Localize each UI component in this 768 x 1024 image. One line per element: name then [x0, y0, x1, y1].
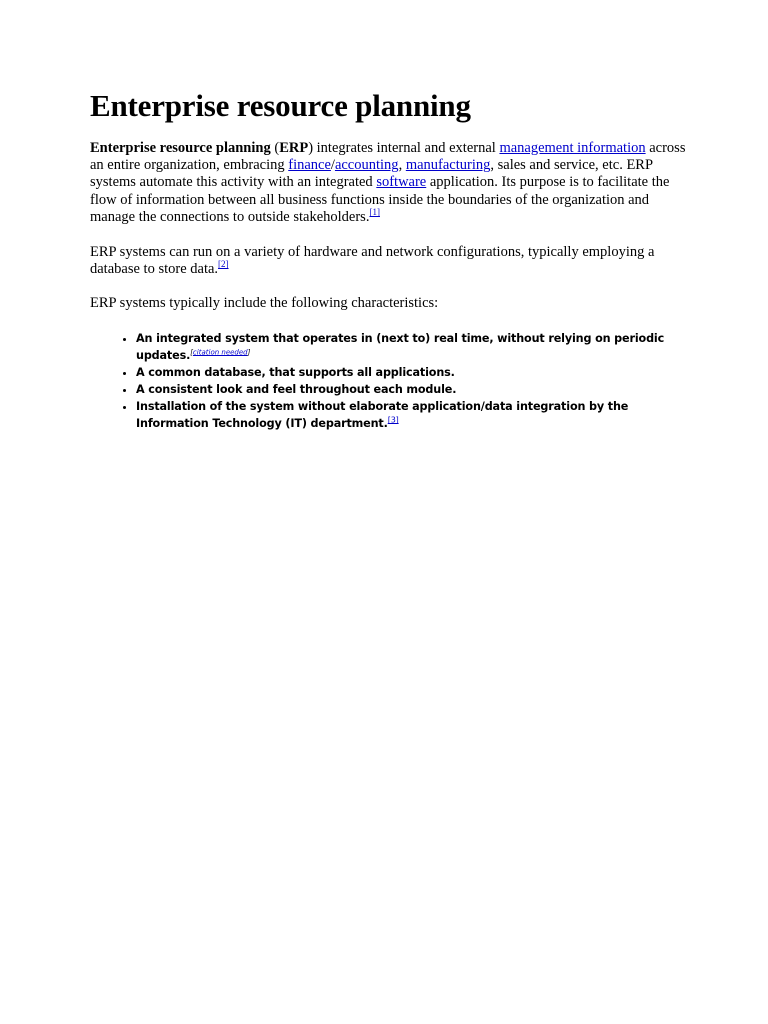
characteristics-intro: ERP systems typically include the following characteristics:	[90, 295, 439, 312]
link-management-information[interactable]: management information	[499, 139, 646, 156]
article	[90, 88, 690, 432]
text-d: application. Its purpose is to facilitate the flow of information between all business functions inside the boundaries of the organization and manage the connections to outside stakeholders.	[90, 174, 670, 226]
reference-3	[388, 415, 399, 424]
list-item-text: An integrated system that operates in (next to) real time, without relying on periodic updates.	[136, 331, 665, 362]
intro-paragraph	[90, 140, 690, 227]
list-item	[136, 330, 690, 364]
citation-needed	[190, 348, 250, 356]
link-manufacturing[interactable]: manufacturing	[405, 157, 491, 174]
term-bold: Enterprise resource planning	[90, 139, 271, 156]
list-item	[136, 398, 690, 432]
text-comma: ,	[398, 157, 406, 174]
abbr-bold: ERP	[279, 139, 309, 156]
list-item-text: A common database, that supports all applications.	[136, 365, 455, 379]
text-open-paren: (	[270, 139, 280, 156]
cite-close: ]	[247, 348, 251, 357]
reference-3-link[interactable]: [3]	[387, 415, 399, 425]
text-slash: /	[330, 157, 335, 174]
reference-1-link[interactable]: [1]	[369, 207, 380, 218]
link-accounting[interactable]: accounting	[334, 157, 399, 174]
list-item	[136, 364, 690, 381]
characteristics-list	[90, 330, 690, 432]
list-item-text: A consistent look and feel throughout each module.	[136, 382, 457, 396]
page-title: Enterprise resource planning	[90, 88, 471, 123]
text-c: , sales and service, etc. ERP systems automate this activity with an integrated	[90, 157, 653, 191]
reference-1	[369, 207, 380, 217]
link-finance[interactable]: finance	[288, 157, 331, 174]
citation-needed-link[interactable]: citation needed	[192, 348, 248, 357]
list-item-text: Installation of the system without elaborate application/data integration by the Information Technology (IT) department.	[136, 399, 629, 430]
list-item	[136, 381, 690, 398]
text-b: across an entire organization, embracing	[90, 139, 686, 174]
hardware-text: ERP systems can run on a variety of hardware and network configurations, typically employing a database to store data.	[90, 243, 655, 278]
hardware-paragraph	[90, 244, 690, 279]
reference-2	[218, 259, 229, 269]
link-software[interactable]: software	[376, 174, 427, 191]
reference-2-link[interactable]: [2]	[218, 259, 229, 270]
text-a: ) integrates internal and external	[308, 139, 500, 156]
cite-open: [	[190, 348, 193, 357]
